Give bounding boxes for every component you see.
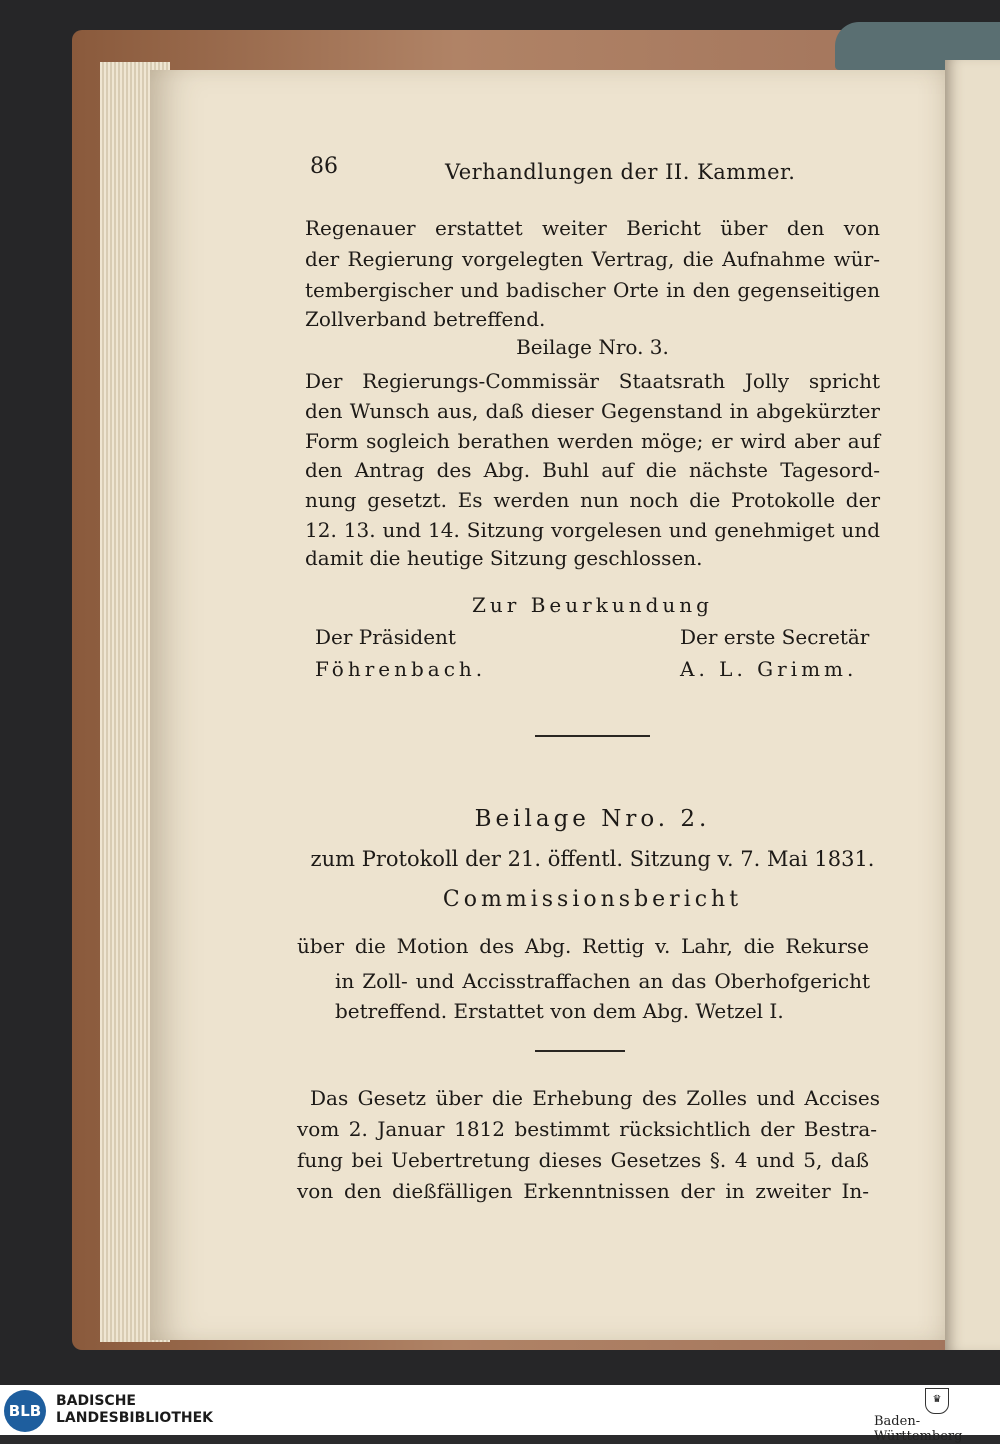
secretary-role: Der erste Secretär	[680, 625, 870, 649]
state-name: Baden-Württemberg	[874, 1414, 963, 1444]
president-role: Der Präsident	[315, 625, 456, 649]
beurkundung-heading: Zur Beurkundung	[472, 593, 713, 617]
text-line: damit die heutige Sitzung geschlossen.	[305, 546, 703, 570]
text-line: Das Gesetz über die Erhebung des Zolles und Accises	[310, 1086, 880, 1110]
text-line: den Wunsch aus, daß dieser Gegenstand in abgekürzter	[305, 399, 880, 423]
text-line: der Regierung vorgelegten Vertrag, die Aufnahme wür-	[305, 247, 880, 271]
running-title: Verhandlungen der II. Kammer.	[445, 160, 796, 184]
footer-bar	[0, 1385, 1000, 1444]
text-line: Regenauer erstattet weiter Bericht über den von	[305, 216, 880, 240]
text-line: fung bei Uebertretung dieses Gesetzes §. 4 und 5, daß	[297, 1148, 869, 1172]
text-line: Der Regierungs-Commissär Staatsrath Jolly spricht	[305, 369, 880, 393]
section-divider	[535, 1050, 625, 1052]
facing-page-edge	[945, 60, 1000, 1350]
commission-heading: Commissionsbericht	[442, 887, 743, 912]
text-line: nung gesetzt. Es werden nun noch die Protokolle der	[305, 488, 880, 512]
coat-of-arms-icon: ♛	[925, 1388, 949, 1414]
section-title: Beilage Nro. 2.	[474, 806, 711, 832]
library-name[interactable]	[56, 1393, 213, 1427]
president-name: Föhrenbach.	[315, 657, 487, 681]
text-line: von den dießfälligen Erkenntnissen der in zweiter In-	[297, 1179, 869, 1203]
text-line: Zollverband betreffend.	[305, 307, 546, 331]
beilage-reference: Beilage Nro. 3.	[516, 335, 669, 359]
text-line: über die Motion des Abg. Rettig v. Lahr, die Rekurse	[297, 934, 869, 958]
text-line: betreffend. Erstattet von dem Abg. Wetzel I.	[335, 999, 784, 1023]
text-line: den Antrag des Abg. Buhl auf die nächste Tagesord-	[305, 458, 880, 482]
text-line: vom 2. Januar 1812 bestimmt rücksichtlich der Bestra-	[297, 1117, 877, 1141]
text-line: in Zoll- und Accisstraffachen an das Oberhofgericht	[335, 969, 870, 993]
secretary-name: A. L. Grimm.	[680, 657, 858, 681]
text-line: 12. 13. und 14. Sitzung vorgelesen und genehmiget und	[305, 518, 880, 542]
text-line: tembergischer und badischer Orte in den gegenseitigen	[305, 278, 880, 302]
blb-logo[interactable]: BLB	[4, 1390, 46, 1432]
section-subtitle: zum Protokoll der 21. öffentl. Sitzung v. 7. Mai 1831.	[310, 847, 875, 871]
page-number: 86	[310, 154, 338, 179]
text-line: Form sogleich berathen werden möge; er wird aber auf	[305, 429, 880, 453]
library-name-line2: LANDESBIBLIOTHEK	[56, 1410, 214, 1426]
section-divider	[535, 735, 650, 737]
library-name-line1: BADISCHE	[56, 1393, 136, 1409]
